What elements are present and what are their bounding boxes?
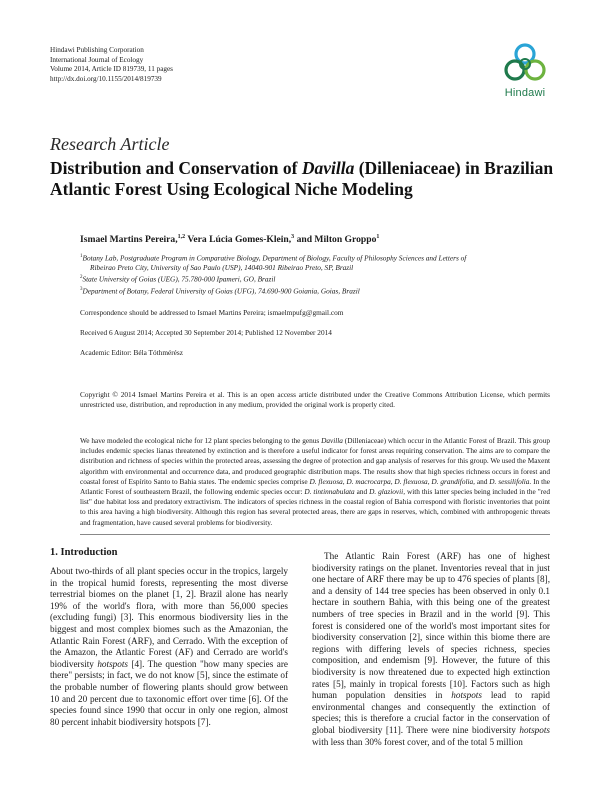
body-column-left [50, 566, 288, 728]
correspondence: Correspondence should be addressed to Ismael Martins Pereira; ismaelmpufg@gmail.com [80, 308, 344, 317]
author-2-affil: 3 [291, 234, 295, 240]
publication-dates: Received 6 August 2014; Accepted 30 September 2014; Published 12 November 2014 [80, 328, 332, 337]
hindawi-wordmark: Hindawi [504, 87, 546, 99]
hindawi-logo-icon [502, 42, 548, 86]
abstract-species: D. glaziovii, [369, 487, 406, 497]
abstract-text: In the Atlantic Forest of southeastern Brazil, the following endemic species occur: [80, 476, 550, 497]
journal-name: International Journal of Ecology [50, 55, 144, 64]
paragraph-text: About two-thirds of all plant species occur in the tropics, largely in the tropical humid forests, representing the most diverse terrestrial biomes on the planet [1, 2]. Brazil alone has nearly 19% of the world's flora, with more than 56,000 species (excluding fungi) [3]. This enormous biodiversity lies in the biggest and most complex biomes such as the Amazonian, the Atlantic Rain Forest (ARF), and Cerrado. With the exception of the Amazon, the Atlantic Forest (AF) and Cerrado are world's biodiversity [50, 566, 288, 669]
article-title [50, 158, 560, 200]
article-type: Research Article [50, 134, 170, 154]
paragraph-emphasis: hotspots [519, 724, 550, 735]
abstract-text: We have modeled the ecological niche for 12 plant species belonging to the genus [80, 436, 322, 445]
affiliation-2 [80, 273, 550, 284]
affiliation-3 [80, 285, 550, 296]
abstract-text: and [475, 476, 490, 486]
affiliation-1-cont: Ribeirao Preto City, University of Sao Paulo (USP), 14040-901 Ribeirao Preto, SP, Brazil [90, 263, 354, 273]
paragraph-text: The Atlantic Rain Forest (ARF) has one of highest biodiversity ratings on the planet. Inventories reveal that in just one hectare of ARF there may be up to 476 species of plants [8], and a density of 144 tree species has been observed in only 0.1 hectare in southern Bahia, with this being one of the greatest numbers of tree species in Brazil and in the world [9]. This forest is considered one of the world's most important sites for biodiversity conservation [2], since within this biome there are regions with differing levels of species richness, species composition, and endemism [9]. However, the future of this biodiversity is now threatened due to expected high extinction rates [5], mainly in tropical forests [10]. Factors such as high human population densities in [312, 551, 550, 701]
author-1: Ismael Martins Pereira, [80, 234, 178, 246]
title-part2: (Dilleniaceae) in Brazilian Atlantic Forest Using Ecological Niche Modeling [50, 158, 554, 199]
affiliation-3-line1: Department of Botany, Federal University of Goias (UFG), 74.690-900 Goiania, Goias, Brazil [82, 286, 360, 296]
author-1-affil: 1,2 [177, 234, 186, 240]
author-2: Vera Lúcia Gomes-Klein, [185, 234, 292, 246]
paragraph-emphasis: hotspots [97, 658, 128, 669]
publisher: Hindawi Publishing Corporation [50, 46, 144, 54]
body-column-right [312, 551, 550, 748]
affiliation-2-num: 2 [80, 275, 83, 281]
paragraph-text: with less than 30% forest cover, and of the total 5 million [312, 736, 523, 747]
abstract-species: D. tintinnabulata [304, 487, 355, 497]
journal-header [50, 46, 173, 84]
abstract-genus: Davilla [321, 436, 343, 445]
abstract-species: D. flexuosa, D. macrocarpa, D. flexuosa, D. grandifolia, [309, 476, 476, 486]
abstract-text: (Dilleniaceae) which occur in the Atlantic Forest of Brazil. This group includes endemic species lianas threatened by extinction and is therefore a useful indicator for forest areas requiring conservation. The aims are to compare the distribution and richness of species within the protected areas, assessing the degree of protection and gap analysis of reserves for this group. We used the Maxent algorithm with environmental and occurrence data, and produced geographic distribution maps. The results show that high species richness occurs in forest and coastal forest of Espírito Santo to Bahia states. The endemic species comprise [80, 436, 550, 486]
affiliation-2-line1: State University of Goias (UEG), 75.780-000 Ipameri, GO, Brazil [82, 274, 276, 284]
academic-editor: Academic Editor: Béla Tóthmérész [80, 348, 183, 357]
section-divider [80, 534, 550, 535]
affiliation-1 [80, 252, 550, 263]
author-3-affil: 1 [376, 234, 380, 240]
affiliation-1-num: 1 [80, 254, 83, 259]
paragraph-emphasis: hotspots [451, 690, 482, 701]
paragraph-text: lead to rapid environmental changes and consequently the extinction of species; this is therefore a crucial factor in the conservation of global biodiversity [11]. There were nine biodiversity [312, 690, 550, 735]
author-3: and Milton Groppo [294, 234, 377, 246]
affiliation-3-num: 3 [80, 286, 83, 292]
paragraph [50, 566, 288, 728]
section-heading-introduction: 1. Introduction [50, 547, 118, 558]
title-part1: Distribution and Conservation of [50, 158, 302, 178]
paragraph-text: [4]. The question "how many species are there" persists; in fact, we do not know [5], since the estimate of the probable number of flowering plants should grow between 10 and 20 percent due to taxonomic effort over time [6]. Of the species found since 1990 that occur in only one region, almost 80 percent inhabit biodiversity hotspots [7]. [50, 658, 288, 727]
author-list [80, 234, 379, 245]
paragraph [312, 551, 550, 748]
abstract-text: and [354, 487, 370, 497]
abstract [80, 436, 550, 528]
affiliation-1-line1: Botany Lab, Postgraduate Program in Comparative Biology, Department of Biology, Faculty of Philosophy Sciences and Letters of [82, 253, 467, 263]
volume-info: Volume 2014, Article ID 819739, 11 pages [50, 65, 173, 74]
copyright-notice: Copyright © 2014 Ismael Martins Pereira et al. This is an open access article distributed under the Creative Commons Attribution License, which permits unrestricted use, distribution, and reproduction in any medium, provided the original work is properly cited. [80, 390, 550, 409]
hindawi-logo [494, 42, 556, 99]
title-genus: Davilla [301, 158, 355, 178]
abstract-text: with this latter species being included in the "red list" due habitat loss and predatory extractivism. The indicators of species richness in the coastal region of Bahia correspond with floristic inventories that point to this area having a high biodiversity. Although this region has several protected areas, there are gaps in reserves, which, combined with anthropogenic threats and fragmentation, have caused several problems for biodiversity. [80, 487, 550, 527]
doi-link[interactable]: http://dx.doi.org/10.1155/2014/819739 [50, 74, 162, 83]
abstract-species: D. sessilifolia. [489, 476, 532, 486]
affiliations [80, 252, 550, 296]
